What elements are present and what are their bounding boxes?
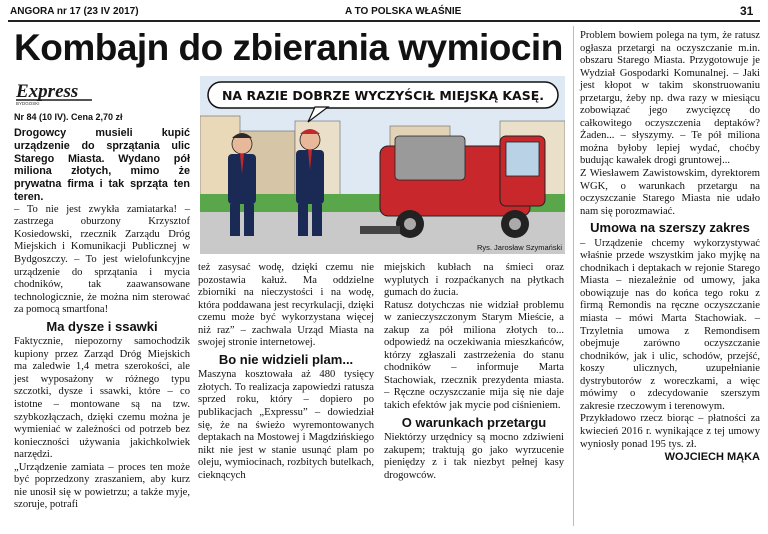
- subheading: Ma dysze i ssawki: [46, 318, 158, 334]
- column-3: [384, 262, 564, 482]
- page-number: 31: [740, 4, 754, 18]
- author-byline: WOJCIECH MĄKA: [664, 451, 760, 464]
- paragraph: Niektórzy urzędnicy są mocno zdziwieni zakupem; traktują go jako wyrzucenie pieniędzy z i tak niezbyt pełnej kasy drogowców.: [384, 432, 564, 481]
- express-logo: [14, 80, 94, 106]
- paragraph: też zasysać wodę, dzięki czemu nie pozostawia kałuż. Ma oddzielne zbiorniki na nieczystości i na wodę, która poddawana jest recyrkulacji, dzięki czemu może być wykorzystana więcej niż raz” – zachwala Urząd Miasta na swojej stronie internetowej.: [198, 262, 374, 349]
- column-divider: [573, 26, 574, 526]
- subheading: Umowa na szerszy zakres: [590, 220, 750, 236]
- paragraph: Faktycznie, niepozorny samochodzik kupiony przez Zarząd Dróg Miejskich ma zaledwie 1,4 metra szerokości, ale jest wyposażony w różnego typu szczotki, dysze i ssawki, które – co istotne – montowane są na tzw. szybkozłączach, dzięki czemu można je wymieniać w zależności od potrzeb bez konieczności używania jakichkolwiek narzędzi.: [14, 336, 190, 461]
- paragraph: Z Wiesławem Zawistowskim, dyrektorem WGK, o warunkach przetargu na oczyszczanie Starego Miasta nie udało nam się porozmawiać.: [580, 168, 760, 217]
- logo-subtext: BYDGOSKI: [16, 101, 40, 106]
- subheading: Bo nie widzieli plam...: [218, 351, 354, 367]
- paragraph: Ratusz dotychczas nie widział problemu w zanieczyszczonym Starym Mieście, a zakup za pół miliona złotych to... odpowiedź na oczekiwania mieszkańców, którzy zgłaszali zastrzeżenia do stanu chodników – informuje Marta Stachowiak, rzecznik prezydenta miasta. – Ręczne oczyszczanie mija się nie daje takich efektów jak mycie pod ciśnieniem.: [384, 299, 564, 412]
- paragraph: – To nie jest zwykła zamiatarka! – zastrzega oburzony Krzysztof Kosiedowski, rzecznik Zarządu Dróg Miejskich i Komunikacji Publicznej w Bydgoszczy. – To jest wielofunkcyjne urządzenie do sprzątania i mycia chodników, tak zaawansowane technologicznie, że można nim sterować za pomocą smartfona!: [14, 203, 190, 316]
- subheading: O warunkach przetargu: [401, 414, 547, 430]
- cartoon-credit: Rys. Jarosław Szymański: [476, 243, 562, 252]
- header-rule: [8, 20, 760, 22]
- header-issue: ANGORA nr 17 (23 IV 2017): [10, 6, 139, 17]
- logo-text: Express: [16, 81, 79, 102]
- lead-paragraph: Drogowcy musieli kupić urządzenie do sprzątania ulic Starego Miasta. Wydano pół miliona złotych, mimo że prywatna firma i tak sprząta ten teren.: [14, 127, 190, 203]
- paragraph: miejskich kubłach na śmieci oraz wyplutych i rozpaćkanych na płytkach gumach do żucia.: [384, 262, 564, 299]
- header-section: A TO POLSKA WŁAŚNIE: [345, 6, 462, 17]
- column-1: [14, 127, 190, 512]
- column-2: [198, 262, 374, 482]
- speech-text: NA RAZIE DOBRZE WYCZYŚCIŁ MIEJSKĄ KASĘ.: [221, 88, 545, 103]
- paragraph: Przykładowo rzecz biorąc – płatności za kwiecień 2016 r. wynikające z tej umowy wyniosły ponad 195 tys. zł.: [580, 413, 760, 450]
- paragraph: „Urządzenie zamiata – proces ten może być poprzedzony zraszaniem, aby kurz nie unosił się w powietrzu; a także myje, szoruje, potrafi: [14, 461, 190, 511]
- column-4: [580, 30, 760, 464]
- headline: Kombajn do zbierania wymiocin: [14, 27, 563, 68]
- source-issue: Nr 84 (10 IV). Cena 2,70 zł: [14, 112, 123, 122]
- paragraph: Problem bowiem polega na tym, że ratusz ogłasza przetargi na oczyszczanie m.in. obszaru Starego Miasta. Przygotowuje je Wydział Gospodarki Komunalnej. – Jaki jest kłopot w takim skonstruowaniu przetargu, żeby np. dwa razy w miesiącu zobowiązać jego zwycięzcę do całkowitego oczyszczenia deptaków? Żaden... – słyszymy. – Te pół miliona można byłoby lepiej wydać, choćby budując kawałek drogi gruntowej...: [580, 30, 760, 167]
- paragraph: Maszyna kosztowała aż 480 tysięcy złotych. To realizacja zapowiedzi ratusza sprzed roku, który – dopiero po publikacjach „Expressu” – dowiedział się, że na świeżo wyremontowanych deptakach na Mostowej i Magdzińskiego nikt nie jest w stanie usunąć plam po oleju, wymiocinach, rozbitych butelkach, cieknących: [198, 369, 374, 481]
- paragraph: – Urządzenie chcemy wykorzystywać właśnie przede wszystkim jako myjkę na chodnikach i deptakach w rejonie Starego Miasta – niezależnie od umowy, jaka obowiązuje nas do końca tego roku z firmą Remondis na ręczne oczyszczanie miasta – mówi Marta Stachowiak. – Trzyletnia umowa z Remondisem obejmuje zarówno oczyszczanie chodników, jak i ulic, schodów, przejść, koszy ulicznych, uzupełnianie dystrybutorów z woreczkami, a więc mówimy o zdecydowanie szerszym zakresie rzeczowym i terenowym.: [580, 237, 760, 412]
- cartoon: [200, 76, 565, 254]
